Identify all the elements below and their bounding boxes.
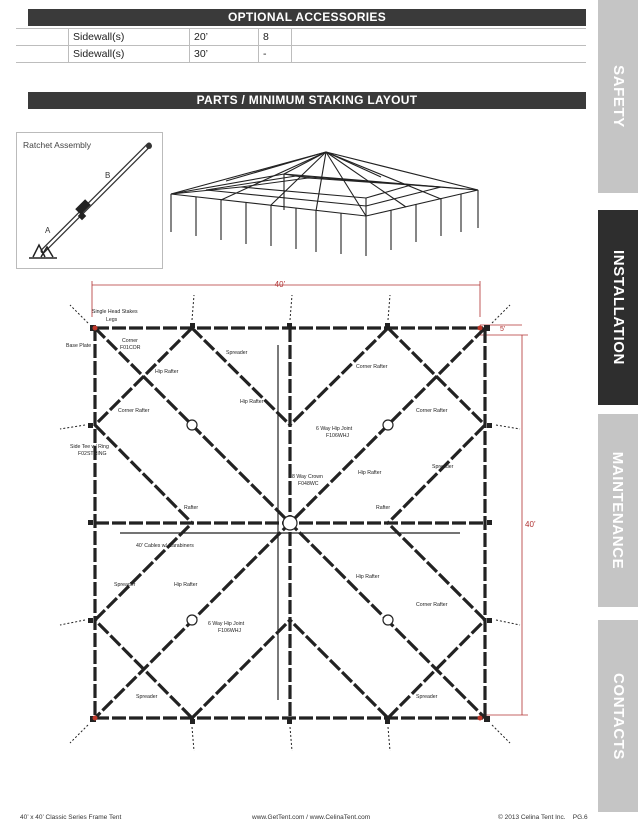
- label-hip-rafter: Hip Rafter: [240, 399, 264, 405]
- accessory-size: 30’: [190, 46, 259, 63]
- label-corner-rafter: Corner Rafter: [118, 408, 150, 414]
- accessory-item: Sidewall(s): [69, 29, 190, 46]
- tab-maintenance[interactable]: [598, 414, 638, 607]
- tent-frame-illustration: [166, 132, 486, 260]
- label-b: B: [105, 171, 111, 180]
- label-a: A: [45, 226, 51, 235]
- label-corner-rafter: Corner Rafter: [416, 408, 448, 414]
- label-eight-way-crown: 8 Way Crown: [292, 474, 323, 480]
- label-hip-rafter: Hip Rafter: [356, 574, 380, 580]
- dimension-width: 40’: [274, 280, 286, 289]
- label-six-way-joint-code: F106WHJ: [326, 433, 350, 439]
- label-cables: 40' Cables w/ Carabiners: [136, 543, 194, 549]
- ratchet-assembly-title: Ratchet Assembly: [23, 140, 92, 150]
- label-six-way-joint-code: F106WHJ: [218, 628, 242, 634]
- table-row: [16, 46, 586, 63]
- tab-contacts-label: CONTACTS: [609, 672, 627, 760]
- optional-accessories-header: OPTIONAL ACCESSORIES: [28, 9, 586, 26]
- label-side-tee: Side Tee w/ Ring: [70, 444, 109, 450]
- label-corner-code: F01COR: [120, 345, 141, 351]
- label-spreader: Spreader: [432, 464, 454, 470]
- ratchet-assembly-panel: [16, 132, 163, 269]
- label-six-way-joint: 6 Way Hip Joint: [208, 621, 245, 627]
- tab-contacts[interactable]: [598, 620, 638, 812]
- label-rafter: Rafter: [376, 505, 391, 511]
- accessory-qty: -: [259, 46, 292, 63]
- accessory-size: 20’: [190, 29, 259, 46]
- label-spreader: Spreader: [114, 582, 136, 588]
- footer-copyright: © 2013 Celina Tent Inc. PG.6: [498, 814, 588, 821]
- table-row: [16, 29, 586, 46]
- footer-website: www.GetTent.com / www.CelinaTent.com: [252, 814, 371, 821]
- label-spreader: Spreader: [226, 350, 248, 356]
- label-side-tee-code: F02STRING: [78, 451, 107, 457]
- tab-installation-label: INSTALLATION: [609, 250, 627, 365]
- parts-layout-header: PARTS / MINIMUM STAKING LAYOUT: [28, 92, 586, 109]
- dimension-offset: 5’: [500, 326, 506, 333]
- accessories-table: [16, 28, 586, 63]
- label-corner: Corner: [122, 338, 138, 344]
- footer-title: 40’ x 40’ Classic Series Frame Tent: [20, 814, 122, 821]
- label-eight-way-crown-code: F048WC: [298, 481, 319, 487]
- label-hip-rafter: Hip Rafter: [155, 369, 179, 375]
- label-rafter: Rafter: [184, 505, 199, 511]
- dimension-height: 40’: [525, 520, 536, 529]
- label-legs: Legs: [106, 317, 118, 323]
- accessory-item: Sidewall(s): [69, 46, 190, 63]
- tab-safety-label: SAFETY: [609, 65, 627, 128]
- label-single-head-stakes: Single Head Stakes: [92, 309, 138, 315]
- accessory-qty: 8: [259, 29, 292, 46]
- label-spreader: Spreader: [136, 694, 158, 700]
- label-six-way-joint: 6 Way Hip Joint: [316, 426, 353, 432]
- label-corner-rafter: Corner Rafter: [416, 602, 448, 608]
- label-spreader: Spreader: [416, 694, 438, 700]
- tab-installation[interactable]: [598, 210, 638, 405]
- label-corner-rafter: Corner Rafter: [356, 364, 388, 370]
- tab-safety[interactable]: [598, 0, 638, 193]
- label-base-plate: Base Plate: [66, 343, 92, 349]
- staking-layout-diagram: [40, 275, 598, 760]
- tab-maintenance-label: MAINTENANCE: [609, 451, 627, 570]
- ratchet-illustration: [17, 133, 162, 268]
- label-hip-rafter: Hip Rafter: [174, 582, 198, 588]
- label-hip-rafter: Hip Rafter: [358, 470, 382, 476]
